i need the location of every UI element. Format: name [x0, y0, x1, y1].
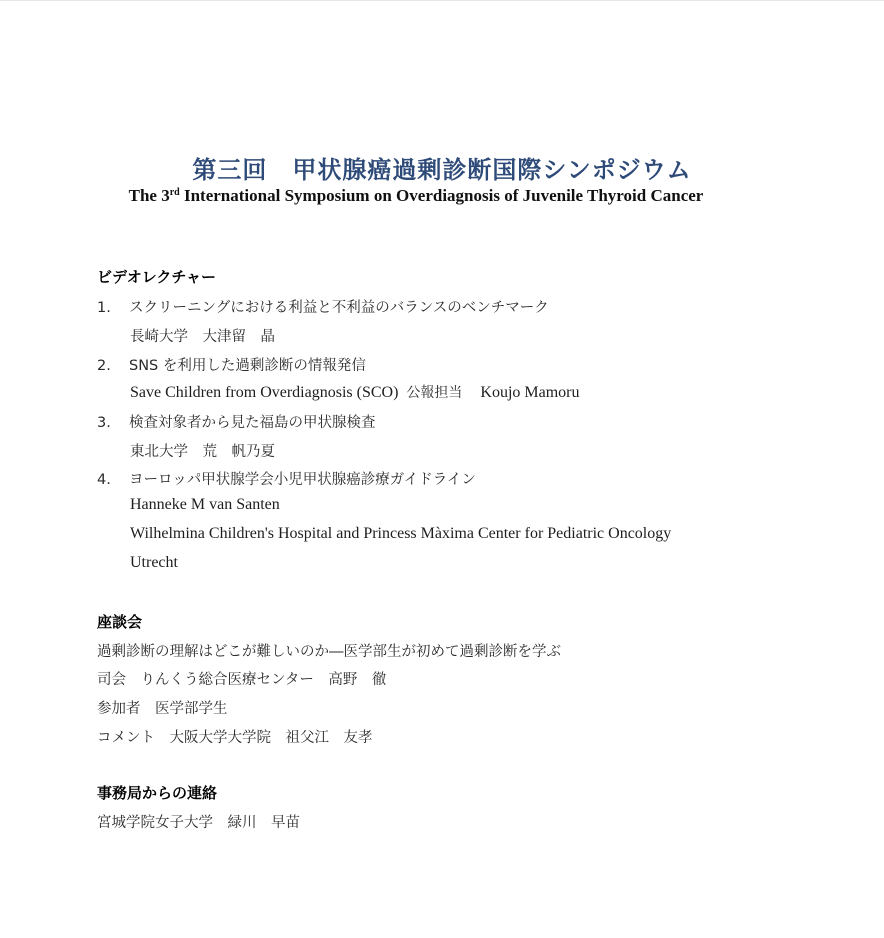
secretariat-heading: 事務局からの連絡 — [97, 784, 218, 802]
roundtable-participants: 参加者 医学部学生 — [97, 701, 228, 717]
title-english — [0, 186, 832, 206]
lecture-2-speaker-org: Save Children from Overdiagnosis (SCO) — [130, 384, 399, 401]
video-lectures-heading: ビデオレクチャー — [97, 268, 216, 286]
lecture-3-number: 3. — [97, 415, 111, 431]
lecture-3-title-text: 検査対象者から見た福島の甲状腺検査 — [129, 415, 376, 431]
title-english-suffix: International Symposium on Overdiagnosis of Juvenile Thyroid Cancer — [179, 186, 704, 205]
lecture-4-number: 4. — [97, 472, 111, 488]
lecture-4-speaker-city: Utrecht — [130, 554, 178, 571]
lecture-2-speaker-name: Koujo Mamoru — [480, 384, 580, 401]
lecture-1-title-text: スクリーニングにおける利益と不利益のバランスのベンチマーク — [129, 300, 549, 316]
lecture-3-speaker: 東北大学 荒 帆乃夏 — [130, 444, 275, 460]
top-border — [0, 0, 884, 1]
roundtable-topic: 過剰診断の理解はどこが難しいのか―医学部生が初めて過剰診断を学ぶ — [97, 644, 561, 660]
lecture-2-title-text: SNS を利用した過剰診断の情報発信 — [129, 358, 366, 374]
lecture-4-speaker-affiliation: Wilhelmina Children's Hospital and Princess Màxima Center for Pediatric Oncology — [130, 525, 672, 542]
lecture-1-speaker: 長崎大学 大津留 晶 — [130, 329, 275, 345]
lecture-4-title-text: ヨーロッパ甲状腺学会小児甲状腺癌診療ガイドライン — [129, 472, 476, 488]
lecture-1-title — [97, 296, 549, 317]
lecture-2-title — [97, 354, 366, 375]
secretariat-contact: 宮城学院女子大学 緑川 早苗 — [97, 815, 300, 831]
title-english-prefix: The 3 — [128, 186, 170, 205]
lecture-4-title — [97, 468, 476, 489]
roundtable-heading: 座談会 — [97, 613, 143, 631]
roundtable-commentator: コメント 大阪大学大学院 祖父江 友孝 — [97, 730, 373, 746]
title-english-ordinal: rd — [169, 187, 180, 198]
lecture-2-speaker — [130, 382, 580, 402]
lecture-4-speaker-name: Hanneke M van Santen — [130, 496, 280, 513]
roundtable-moderator: 司会 りんくう総合医療センター 高野 徹 — [97, 672, 387, 688]
lecture-1-number: 1. — [97, 300, 111, 316]
title-japanese: 第三回 甲状腺癌過剰診断国際シンポジウム — [192, 156, 692, 184]
lecture-3-title — [97, 411, 376, 432]
lecture-2-number: 2. — [97, 358, 111, 374]
lecture-2-speaker-role: 公報担当 — [406, 385, 463, 401]
